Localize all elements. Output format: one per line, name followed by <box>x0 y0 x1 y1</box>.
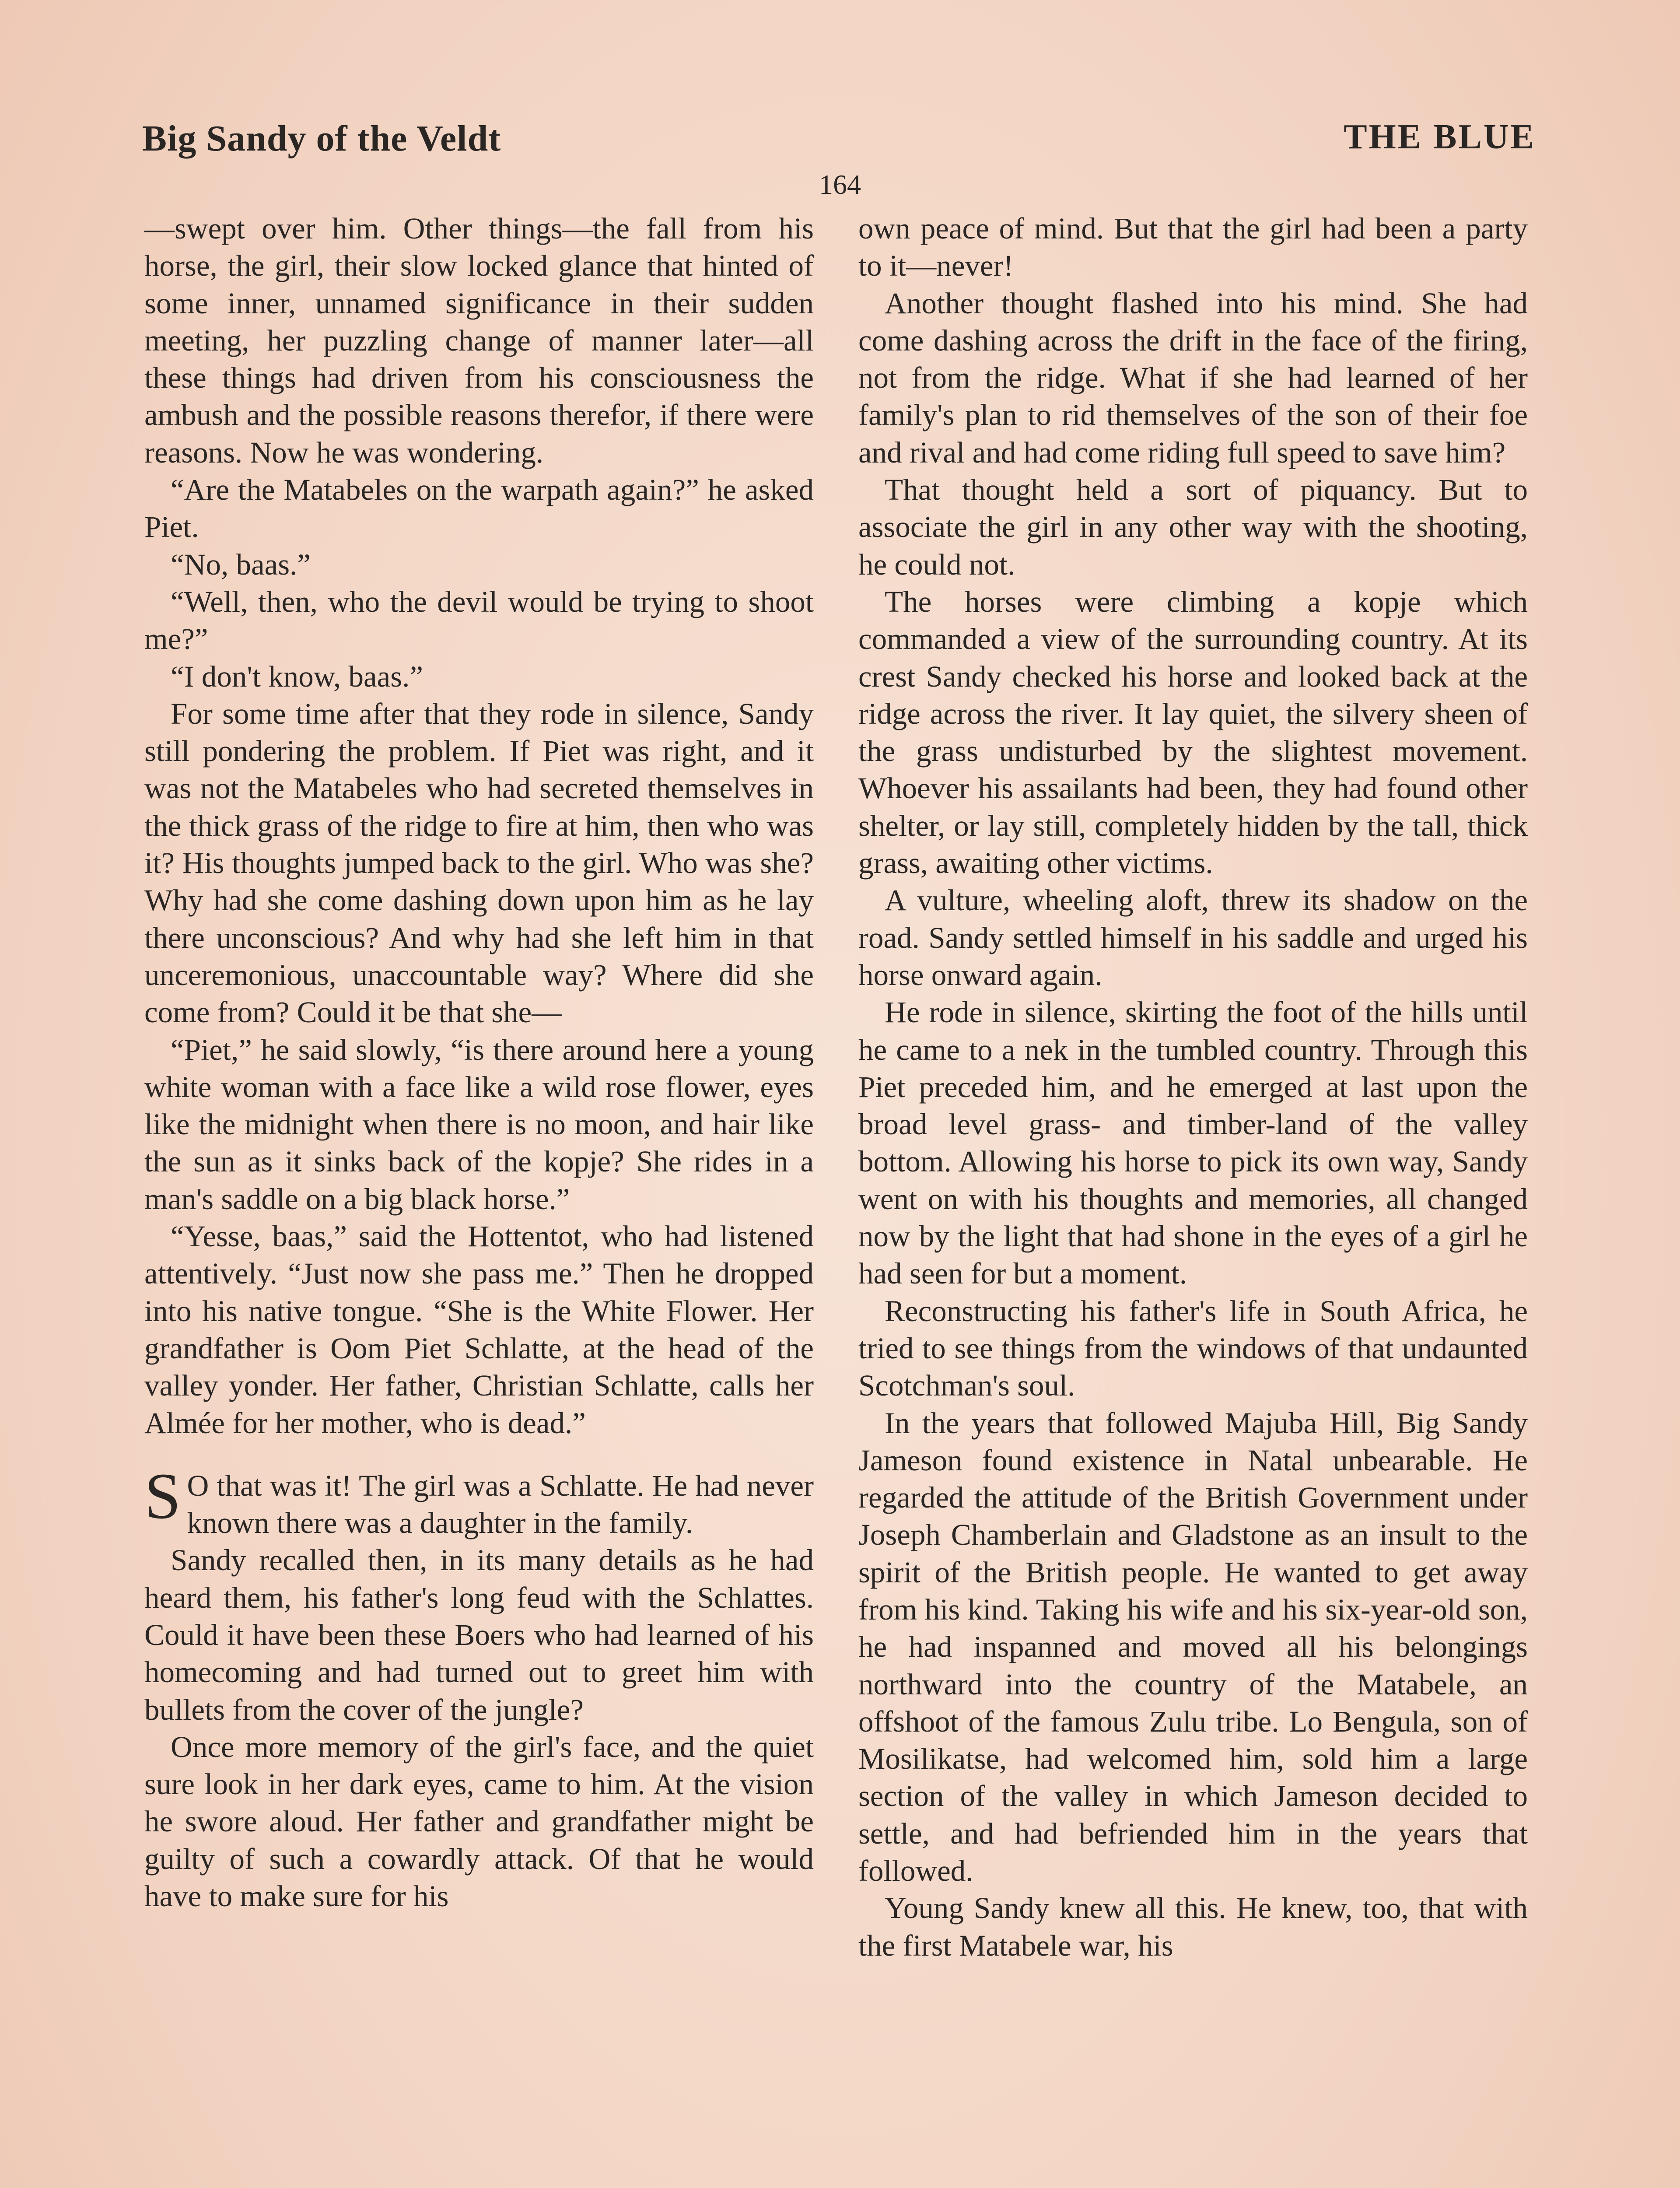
paragraph-text: “I don't know, baas.” <box>171 659 424 693</box>
paragraph-text: Reconstructing his father's life in South Africa, he tried to see things from the windows of that undaunted Scotchman's soul. <box>858 1294 1528 1403</box>
paragraph-text: Once more memory of the girl's face, and the quiet sure look in her dark eyes, came to him. At the vision he swore aloud. Her father and grandfather might be guilty of such a cowardly attack. Of that he would have to make sure for his <box>144 1730 814 1913</box>
paragraph-text: O that was it! The girl was a Schlatte. He had never known there was a daughter in the family. <box>187 1469 814 1540</box>
paragraph <box>858 994 1528 1292</box>
paragraph <box>144 1542 814 1728</box>
paragraph-text: —swept over him. Other things—the fall from his horse, the girl, their slow locked glance that hinted of some inner, unnamed significance in their sudden meeting, her puzzling change of manner later—all these things had driven from his consciousness the ambush and the possible reasons therefor, if there were reasons. Now he was wondering. <box>144 212 814 469</box>
magazine-name: THE BLUE <box>1344 118 1536 156</box>
paragraph-text: “Piet,” he said slowly, “is there around here a young white woman with a face like a wild rose flower, eyes like the midnight when there is no moon, and hair like the sun as it sinks back of the kopje? She rides in a man's saddle on a big black horse.” <box>144 1033 814 1216</box>
paragraph <box>858 285 1528 471</box>
paragraph-text: The horses were climbing a kopje which commanded a view of the surrounding country. At its crest Sandy checked his horse and looked back at the ridge across the river. It lay quiet, the silvery sheen of the grass undisturbed by the slightest movement. Whoever his assailants had been, they had found other shelter, or lay still, completely hidden by the tall, thick grass, awaiting other victims. <box>858 585 1528 880</box>
paragraph <box>144 695 814 1031</box>
paragraph-text: “Yesse, baas,” said the Hottentot, who had listened attentively. “Just now she pass me.” Then he dropped into his native tongue. “She is the White Flower. Her grandfather is Oom Piet Schlatte, at the head of the valley yonder. Her father, Christian Schlatte, calls her Almée for her mother, who is dead.” <box>144 1220 814 1440</box>
paragraph <box>144 658 814 695</box>
paragraph <box>858 1405 1528 1890</box>
right-text-column <box>858 210 1528 1964</box>
section-start-paragraph <box>144 1459 814 1542</box>
paragraph <box>144 1218 814 1442</box>
paragraph <box>858 882 1528 994</box>
paragraph-text: “Well, then, who the devil would be trying to shoot me?” <box>144 585 814 656</box>
paragraph-text: own peace of mind. But that the girl had been a party to it—never! <box>858 212 1528 283</box>
paragraph-text: That thought held a sort of piquancy. But to associate the girl in any other way with the shooting, he could not. <box>858 473 1528 581</box>
left-text-column <box>144 210 814 1915</box>
page-number: 164 <box>819 169 861 200</box>
paragraph-text: For some time after that they rode in silence, Sandy still pondering the problem. If Piet was right, and it was not the Matabeles who had secreted themselves in the thick grass of the ridge to fire at him, then who was it? His thoughts jumped back to the girl. Who was she? Why had she come dashing down upon him as he lay there unconscious? And why had she left him in that unceremonious, unaccountable way? Where did she come from? Could it be that she— <box>144 697 814 1029</box>
paragraph-text: In the years that followed Majuba Hill, Big Sandy Jameson found existence in Natal unbearable. He regarded the attitude of the British Government under Joseph Chamberlain and Gladstone as an insult to the spirit of the British people. He wanted to get away from his kind. Taking his wife and his six-year-old son, he had inspanned and moved all his belongings northward into the country of the Matabele, an offshoot of the famous Zulu tribe. Lo Bengula, son of Mosilikatse, had welcomed him, sold him a large section of the valley in which Jameson decided to settle, and had befriended him in the years that followed. <box>858 1406 1528 1888</box>
paragraph-text: Sandy recalled then, in its many details as he had heard them, his father's long feud with the Schlattes. Could it have been these Boers who had learned of his homecoming and had turned out to greet him with bullets from the cover of the jungle? <box>144 1543 814 1726</box>
paragraph <box>858 1890 1528 1964</box>
paragraph <box>144 583 814 658</box>
paragraph-text: Another thought flashed into his mind. She had come dashing across the drift in the face of the firing, not from the ridge. What if she had learned of her family's plan to rid themselves of the son of their foe and rival and had come riding full speed to save him? <box>858 286 1528 469</box>
paragraph <box>144 546 814 583</box>
paragraph-continued <box>858 210 1528 285</box>
drop-cap: S <box>144 1459 181 1532</box>
paragraph <box>858 471 1528 583</box>
paragraph <box>858 583 1528 882</box>
paragraph-continued <box>144 210 814 471</box>
paragraph <box>144 1729 814 1915</box>
paragraph-text: “Are the Matabeles on the warpath again?” he asked Piet. <box>144 473 814 544</box>
paragraph-text: He rode in silence, skirting the foot of the hills until he came to a nek in the tumbled country. Through this Piet preceded him, and he emerged at last upon the broad level grass- and timber-land of the valley bottom. Allowing his horse to pick its own way, Sandy went on with his thoughts and memories, all changed now by the light that had shone in the eyes of a girl he had seen for but a moment. <box>858 996 1528 1290</box>
paragraph-text: Young Sandy knew all this. He knew, too, that with the first Matabele war, his <box>858 1891 1528 1962</box>
paragraph-text: A vulture, wheeling aloft, threw its shadow on the road. Sandy settled himself in his saddle and urged his horse onward again. <box>858 884 1528 992</box>
paragraph <box>144 471 814 546</box>
paragraph <box>144 1031 814 1218</box>
story-title: Big Sandy of the Veldt <box>142 118 501 159</box>
paragraph <box>858 1293 1528 1405</box>
paragraph-text: “No, baas.” <box>171 547 311 581</box>
